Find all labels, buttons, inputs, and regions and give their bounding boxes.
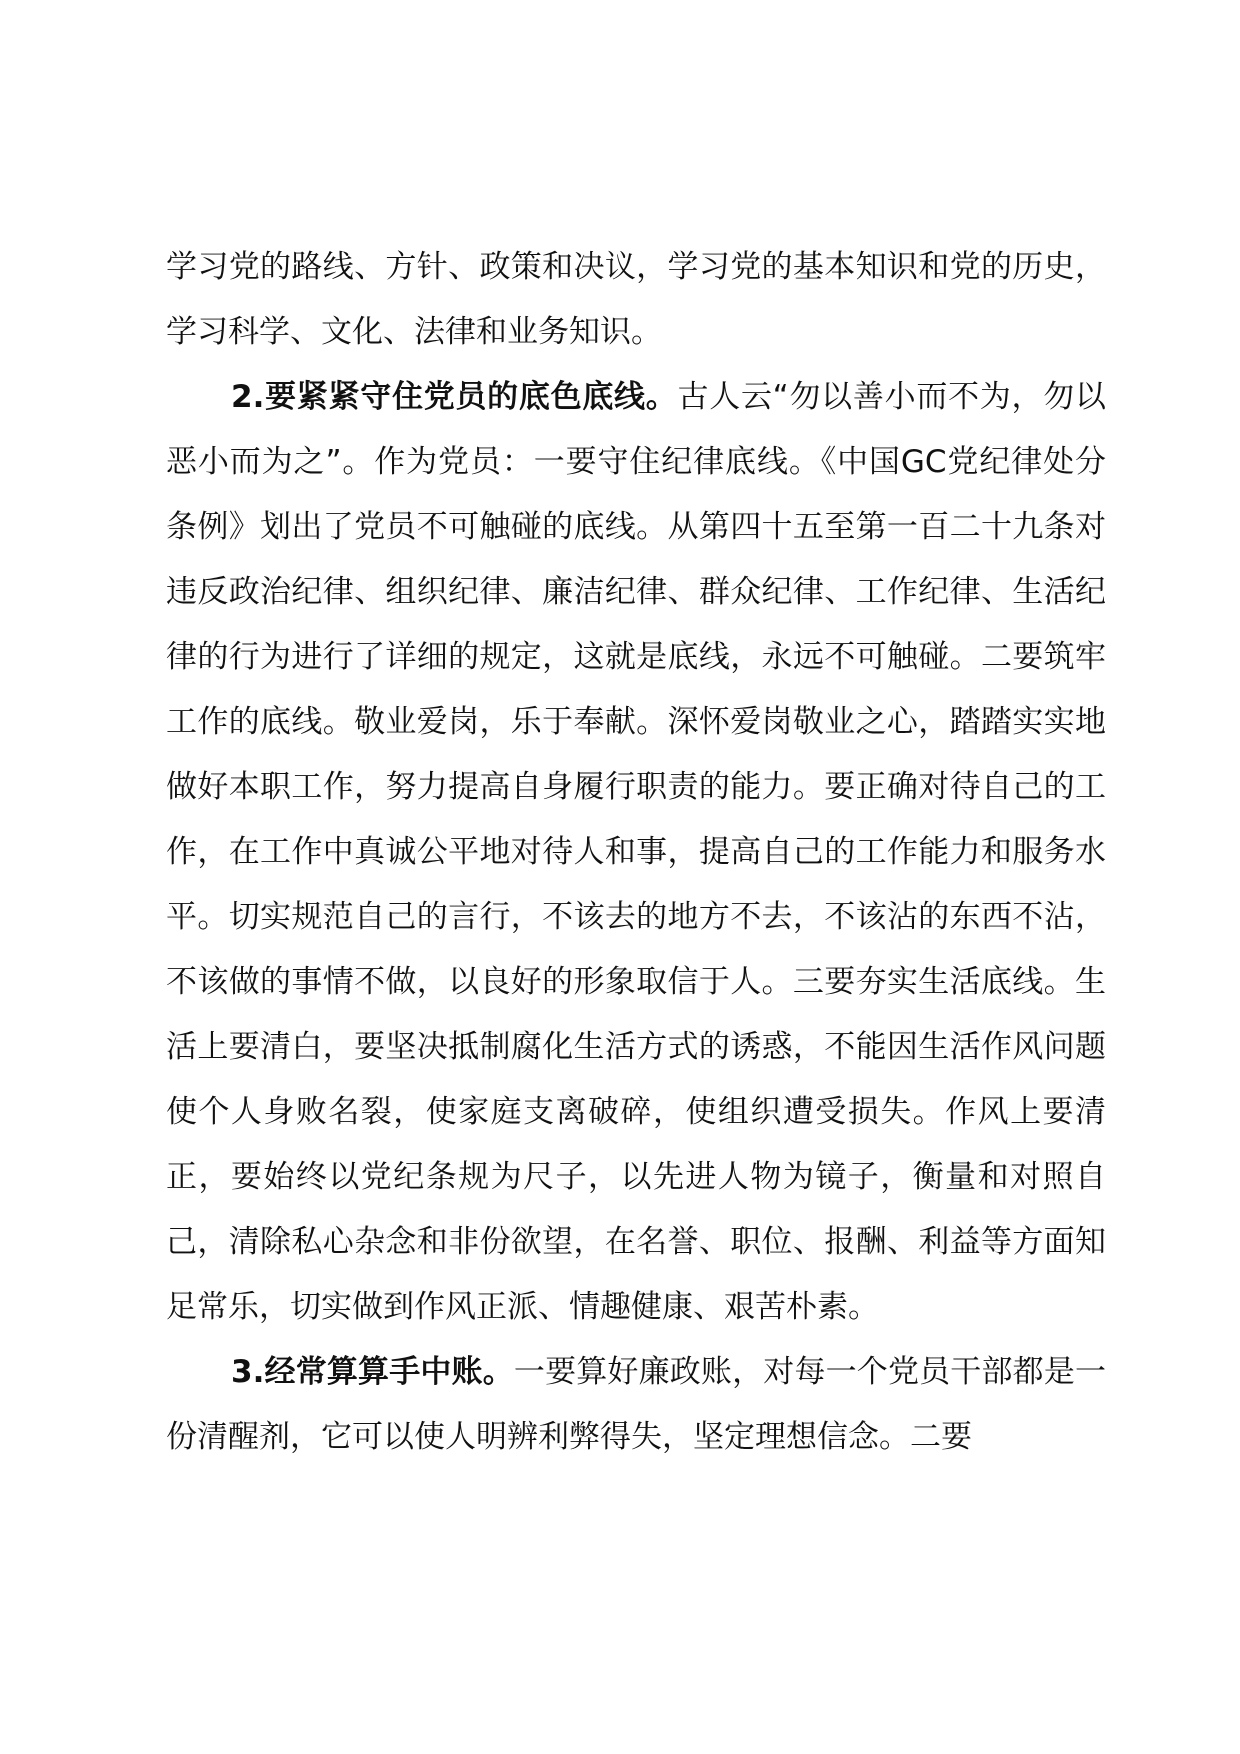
document-body xyxy=(166,235,1106,1470)
paragraph-text: 古人云“勿以善小而不为，勿以恶小而为之”。作为党员：一要守住纪律底线。《中国GC党纪律处分条例》划出了党员不可触碰的底线。从第四十五至第一百二十九条对违反政治纪律、组织纪律、廉洁纪律、群众纪律、工作纪律、生活纪律的行为进行了详细的规定，这就是底线，永远不可触碰。二要筑牢工作的底线。敬业爱岗，乐于奉献。深怀爱岗敬业之心，踏踏实实地做好本职工作，努力提高自身履行职责的能力。要正确对待自己的工作，在工作中真诚公平地对待人和事，提高自己的工作能力和服务水平。切实规范自己的言行，不该去的地方不去，不该沾的东西不沾，不该做的事情不做，以良好的形象取信于人。三要夯实生活底线。生活上要清白，要坚决抵制腐化生活方式的诱惑，不能因生活作风问题使个人身败名裂，使家庭支离破碎，使组织遭受损失。作风上要清正，要始终以党纪条规为尺子，以先进人物为镜子，衡量和对照自己，清除私心杂念和非份欲望，在名誉、职位、报酬、利益等方面知足常乐，切实做到作风正派、情趣健康、艰苦朴素。 xyxy=(166,379,1106,1325)
paragraph-text: 学习党的路线、方针、政策和决议，学习党的基本知识和党的历史，学习科学、文化、法律和业务知识。 xyxy=(166,249,1106,350)
paragraph-continuation xyxy=(166,235,1106,365)
paragraph-text: 一要算好廉政账，对每一个党员干部都是一份清醒剂，它可以使人明辨利弊得失，坚定理想信念。二要 xyxy=(166,1354,1106,1455)
section-heading: 3.经常算算手中账。 xyxy=(231,1354,514,1390)
paragraph-section-2 xyxy=(166,365,1106,1340)
paragraph-section-3 xyxy=(166,1340,1106,1470)
section-heading: 2.要紧紧守住党员的底色底线。 xyxy=(231,379,678,415)
